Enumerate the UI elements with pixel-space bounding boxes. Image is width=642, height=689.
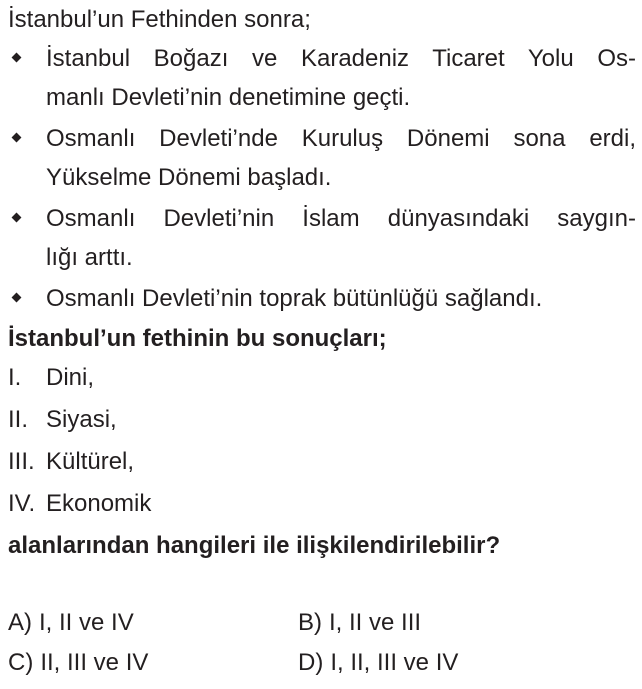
option-text: I, II ve III [329, 609, 422, 636]
bullet-item [8, 39, 636, 118]
diamond-bullet-icon [12, 133, 22, 143]
options-row [8, 643, 636, 683]
roman-item [8, 484, 636, 523]
diamond-bullet-icon [12, 53, 22, 63]
roman-item [8, 400, 636, 439]
option-text: I, II, III ve IV [330, 649, 459, 676]
answer-options [8, 603, 636, 683]
roman-number: II. [8, 406, 29, 433]
question-stem: İstanbul’un fethinin bu sonuçları; [8, 325, 387, 352]
roman-item [8, 442, 636, 481]
bullet-item [8, 279, 636, 318]
roman-number: IV. [8, 490, 36, 517]
bullet-item [8, 199, 636, 278]
diamond-bullet-icon [12, 213, 22, 223]
option-text: I, II ve IV [39, 609, 134, 636]
roman-item-text: Ekonomik [46, 490, 152, 517]
bullet-item [8, 119, 636, 198]
roman-numeral-list [8, 358, 636, 523]
bullet-line: lığı arttı. [46, 244, 133, 271]
diamond-bullet-icon [12, 293, 22, 303]
option-letter: B) [298, 609, 322, 636]
option-text: II, III ve IV [40, 649, 149, 676]
option-letter: A) [8, 609, 32, 636]
bullet-line: İstanbul Boğazı ve Karadeniz Ticaret Yolu Os- [46, 45, 636, 72]
roman-item-text: Dini, [46, 364, 95, 391]
option-d[interactable] [298, 643, 458, 682]
option-c[interactable] [8, 643, 148, 682]
option-letter: D) [298, 649, 324, 676]
roman-number: III. [8, 448, 35, 475]
bullet-line: Yükselme Dönemi başladı. [46, 164, 332, 191]
option-letter: C) [8, 649, 34, 676]
question-text: alanlarından hangileri ile ilişkilendirilebilir? [8, 532, 501, 559]
roman-item-text: Kültürel, [46, 448, 135, 475]
bullet-line: Osmanlı Devleti’nin İslam dünyasındaki saygın- [46, 205, 636, 232]
bullet-list [8, 39, 636, 318]
options-row [8, 603, 636, 643]
option-b[interactable] [298, 603, 421, 642]
bullet-line: Osmanlı Devleti’nin toprak bütünlüğü sağlandı. [46, 285, 543, 312]
question-block [8, 0, 636, 565]
roman-number: I. [8, 364, 22, 391]
option-a[interactable] [8, 603, 134, 642]
intro-text: İstanbul’un Fethinden sonra; [8, 6, 311, 33]
bullet-line: Osmanlı Devleti’nde Kuruluş Dönemi sona erdi, [46, 125, 636, 152]
roman-item [8, 358, 636, 397]
roman-item-text: Siyasi, [46, 406, 117, 433]
bullet-line: manlı Devleti’nin denetimine geçti. [46, 84, 411, 111]
